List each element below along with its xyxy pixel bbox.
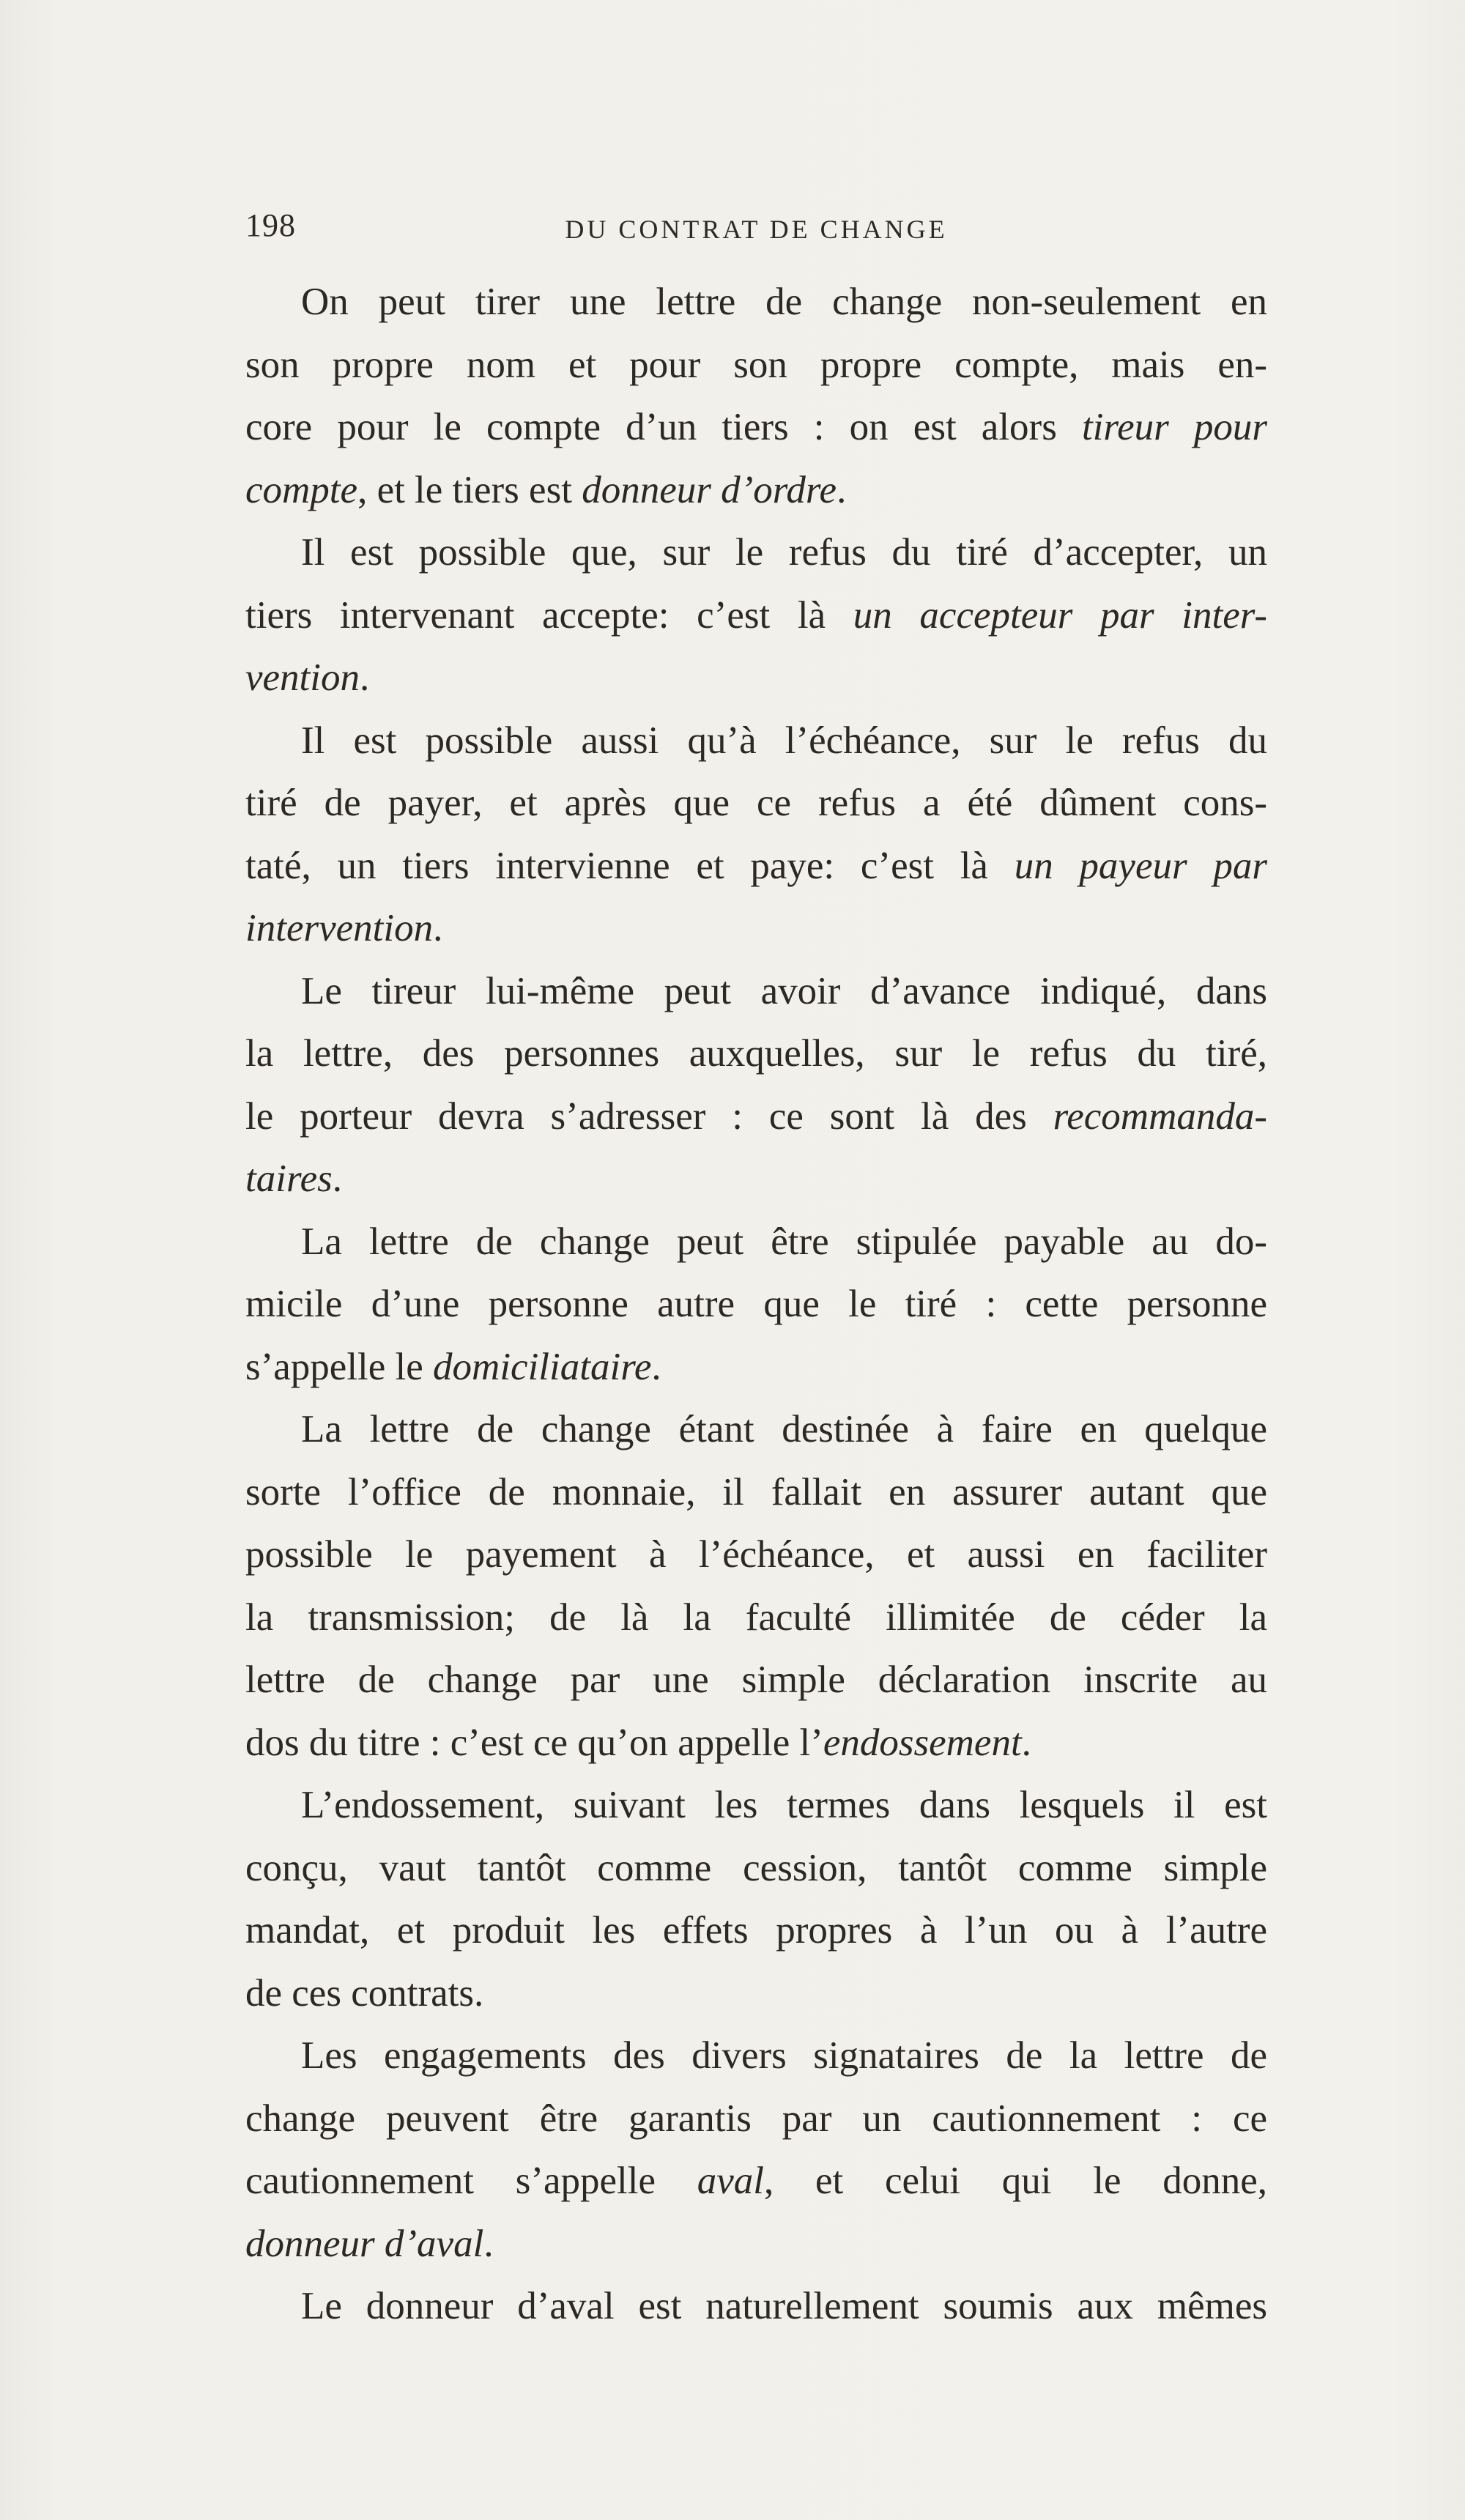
text-line [245, 334, 1267, 397]
text-line [245, 772, 1267, 835]
text-segment: possible le payement à l’échéance, et aussi en faciliter [245, 1533, 1267, 1576]
text-line [245, 271, 1267, 334]
text-line [245, 585, 1267, 648]
text-line [245, 522, 1267, 585]
italic-term: un payeur par [1014, 844, 1267, 887]
text-segment: cautionnement s’appelle [245, 2160, 697, 2202]
text-segment: de ces contrats. [245, 1971, 484, 2015]
text-segment: tiré de payer, et après que ce refus a été dûment cons- [245, 782, 1267, 824]
text-segment: La lettre de change peut être stipulée payable au do- [301, 1220, 1267, 1263]
text-line [245, 1837, 1267, 1900]
text-line [245, 1273, 1267, 1336]
page-header [245, 207, 1267, 258]
text-segment: Le tireur lui-même peut avoir d’avance indiqué, dans [301, 969, 1267, 1012]
text-line [245, 1148, 1267, 1211]
text-segment: mandat, et produit les effets propres à l’un ou à l’autre [245, 1909, 1267, 1952]
italic-term: taires [245, 1157, 333, 1200]
italic-term: recommanda- [1053, 1094, 1267, 1138]
text-line [245, 1774, 1267, 1837]
text-line [245, 2025, 1267, 2088]
text-line [245, 1524, 1267, 1587]
text-line [245, 1649, 1267, 1712]
text-line [245, 1336, 1267, 1399]
text-line [245, 2088, 1267, 2151]
text-segment: lettre de change par une simple déclaration inscrite au [245, 1659, 1267, 1701]
text-line [245, 2150, 1267, 2213]
text-segment: , et le tiers est [357, 468, 582, 511]
italic-term: intervention [245, 907, 434, 949]
text-segment: Les engagements des divers signataires de la lettre de [301, 2034, 1267, 2077]
text-line [245, 2275, 1267, 2338]
text-segment: s’appelle le [245, 1345, 434, 1388]
text-line [245, 1023, 1267, 1086]
text-segment: . [360, 656, 370, 699]
text-line [245, 835, 1267, 898]
text-line [245, 1461, 1267, 1524]
text-segment: son propre nom et pour son propre compte, mais en- [245, 343, 1267, 386]
italic-term: vention [245, 656, 360, 699]
text-line [245, 960, 1267, 1023]
text-segment: sorte l’office de monnaie, il fallait en assurer autant que [245, 1470, 1267, 1513]
text-segment: le porteur devra s’adresser : ce sont là des [245, 1094, 1053, 1138]
italic-term: domiciliataire [433, 1345, 652, 1388]
text-line [245, 1587, 1267, 1650]
text-line [245, 1086, 1267, 1149]
text-segment: dos du titre : c’est ce qu’on appelle l’ [245, 1721, 823, 1764]
running-title: DU CONTRAT DE CHANGE [565, 215, 948, 244]
text-segment: taté, un tiers intervienne et paye: c’est là [245, 844, 1015, 887]
text-segment: change peuvent être garantis par un cautionnement : ce [245, 2097, 1267, 2140]
text-line [245, 1211, 1267, 1274]
text-segment: . [332, 1157, 343, 1200]
text-segment: la transmission; de là la faculté illimitée de céder la [245, 1596, 1267, 1639]
text-segment: la lettre, des personnes auxquelles, sur le refus du tiré, [245, 1032, 1267, 1075]
italic-term: donneur d’aval [245, 2222, 484, 2265]
text-segment: . [651, 1345, 661, 1388]
text-line [245, 647, 1267, 710]
text-segment: La lettre de change étant destinée à faire en quelque [301, 1408, 1267, 1450]
text-segment: Le donneur d’aval est naturellement soumis aux mêmes [301, 2285, 1267, 2327]
italic-term: endossement [823, 1721, 1022, 1764]
italic-term: donneur d’ordre [582, 468, 837, 511]
text-line [245, 396, 1267, 459]
text-line [245, 710, 1267, 773]
text-segment: L’endossement, suivant les termes dans lesquels il est [301, 1784, 1267, 1826]
text-line [245, 2213, 1267, 2276]
text-segment: tiers intervenant accepte: c’est là [245, 593, 853, 637]
text-segment: On peut tirer une lettre de change non-seulement en [301, 281, 1267, 323]
text-line [245, 1900, 1267, 1963]
page-number: 198 [245, 207, 296, 243]
italic-term: un accepteur par inter- [853, 593, 1267, 637]
italic-term: aval [697, 2160, 765, 2202]
text-segment: Il est possible aussi qu’à l’échéance, sur le refus du [301, 719, 1267, 762]
text-segment: Il est possible que, sur le refus du tiré d’accepter, un [301, 531, 1267, 574]
italic-term: compte [245, 468, 358, 511]
text-segment: . [433, 907, 443, 949]
text-line [245, 1398, 1267, 1461]
text-segment: core pour le compte d’un tiers : on est alors [245, 406, 1082, 448]
text-line [245, 459, 1267, 522]
text-line [245, 897, 1267, 960]
text-line [245, 1712, 1267, 1775]
italic-term: tireur pour [1081, 406, 1267, 448]
text-segment: . [837, 468, 847, 511]
text-segment: conçu, vaut tantôt comme cession, tantôt comme simple [245, 1846, 1267, 1889]
text-segment: micile d’une personne autre que le tiré : cette personne [245, 1283, 1267, 1325]
text-segment: . [1021, 1721, 1031, 1764]
body-text [245, 271, 1267, 2338]
text-segment: , et celui qui le donne, [764, 2160, 1267, 2202]
text-line [245, 1963, 1267, 2026]
text-segment: . [483, 2222, 494, 2265]
